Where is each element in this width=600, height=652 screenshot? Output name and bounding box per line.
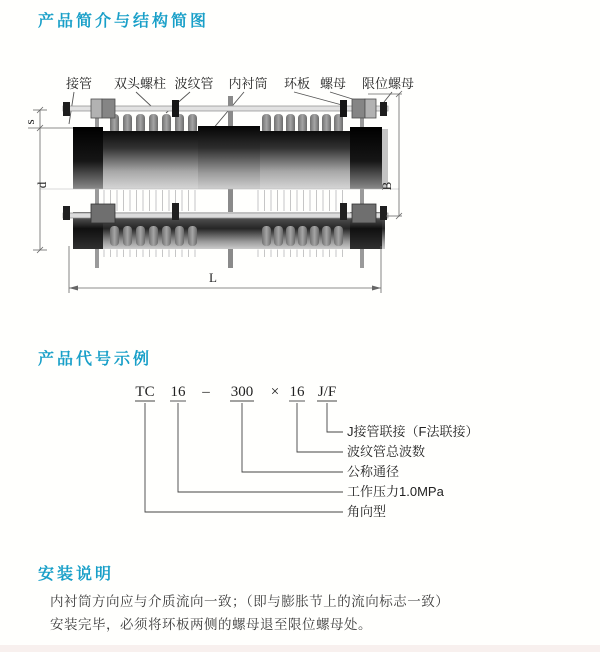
product-structure-diagram — [0, 58, 460, 310]
nut-right-b — [365, 99, 376, 118]
dim-label-d: d — [34, 181, 49, 189]
nut-left-a — [91, 99, 102, 118]
page-bottom-strip — [0, 645, 600, 652]
dim-s — [33, 107, 47, 131]
section-title-installation: 安装说明 — [38, 566, 115, 583]
code-example-svg — [0, 372, 560, 532]
section-title-code-example: 产品代号示例 — [38, 351, 153, 368]
installation-note-line2: 安装完毕，必须将环板两侧的螺母退至限位螺母处。 — [50, 617, 372, 632]
installation-notes — [50, 590, 560, 636]
dim-label-s: s — [22, 119, 37, 125]
ring-plate-right — [340, 100, 347, 117]
product-code-example — [0, 372, 560, 532]
callout-labels — [347, 424, 478, 519]
code-token-waves: 16 — [289, 384, 305, 400]
code-token-type: TC — [135, 384, 155, 400]
part-labels — [66, 76, 414, 91]
callout-connection-type: J接管联接（F法联接） — [347, 424, 479, 439]
part-label-stud: 双头螺柱 — [113, 76, 167, 91]
connecting-pipe-right — [350, 127, 382, 189]
nut-right-a — [352, 99, 365, 118]
callout-wave-count: 波纹管总波数 — [347, 444, 426, 459]
part-label-bellows: 波纹管 — [174, 76, 214, 91]
limit-nut-right — [380, 102, 387, 116]
structure-diagram-svg — [0, 58, 460, 310]
dim-l — [69, 246, 381, 293]
code-token-diameter: 300 — [230, 384, 254, 400]
part-label-nut: 螺母 — [319, 76, 347, 91]
inner-liner-band — [198, 126, 260, 189]
part-label-limit-nut: 限位螺母 — [361, 76, 415, 91]
callout-angular-type: 角向型 — [347, 504, 387, 519]
code-token-dash: – — [202, 384, 210, 400]
section-title-product-intro: 产品简介与结构简图 — [38, 13, 210, 30]
joint-upper-body — [73, 126, 388, 189]
part-label-ring-plate: 环板 — [283, 76, 311, 91]
ring-plate-left — [172, 100, 179, 117]
code-token-times: × — [270, 384, 280, 400]
dim-label-b: B — [379, 181, 394, 191]
part-label-liner: 内衬筒 — [228, 76, 268, 91]
callout-lines — [145, 403, 343, 512]
dim-d — [28, 128, 73, 253]
part-label-connecting-pipe: 接管 — [65, 76, 93, 91]
code-token-pressure: 16 — [170, 384, 186, 400]
nut-left-b — [102, 99, 115, 118]
connecting-pipe-left — [73, 127, 103, 189]
code-tokens — [135, 384, 336, 400]
callout-nominal-diameter: 公称通径 — [347, 464, 400, 479]
code-token-connection: J/F — [317, 384, 337, 400]
limit-nut-left — [63, 102, 70, 116]
callout-working-pressure: 工作压力1.0MPa — [347, 484, 444, 499]
dim-label-l: L — [209, 270, 217, 285]
installation-note-line1: 内衬筒方向应与介质流向一致；（即与膨胀节上的流向标志一致） — [50, 594, 450, 609]
